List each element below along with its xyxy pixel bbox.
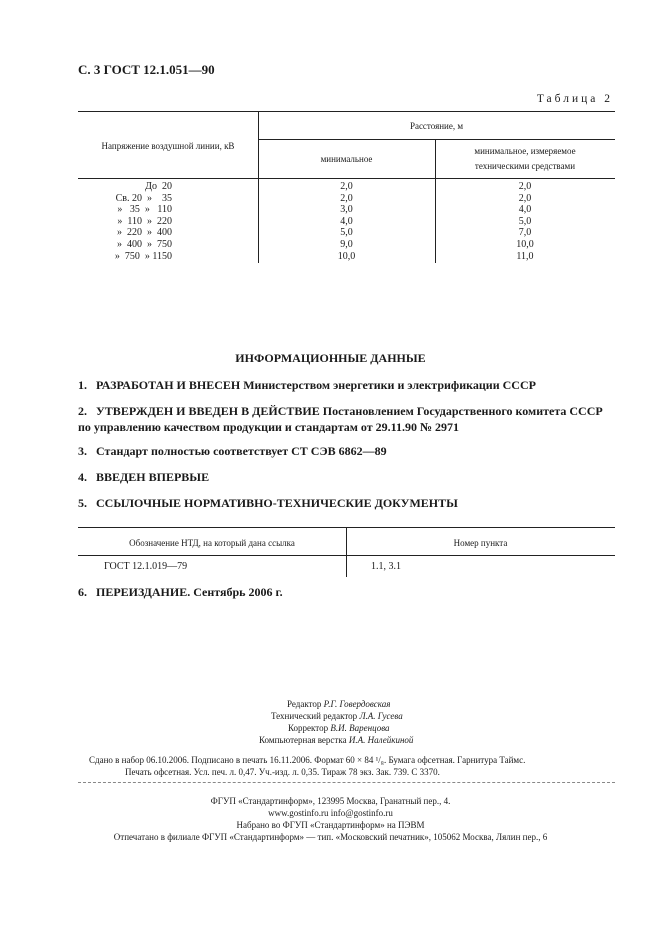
imprint-line-2: Печать офсетная. Усл. печ. л. 0,47. Уч.-изд. л. 0,35. Тираж 78 экз. Зак. 739. С 3370. xyxy=(125,767,440,777)
voltage-cell: До 20 xyxy=(145,181,172,192)
minimum-distance-cell: 2,0 xyxy=(340,192,353,204)
table-label: Таблица 2 xyxy=(536,93,613,105)
item-number: 6. xyxy=(78,585,87,599)
voltage-cell: » 400 » 750 xyxy=(117,239,172,250)
credit-corrector xyxy=(288,723,390,733)
voltage-cell: » 220 » 400 xyxy=(117,227,172,239)
minimum-column-header: минимальное xyxy=(320,154,373,164)
item-heading: РАЗРАБОТАН И ВНЕСЕН xyxy=(96,378,241,392)
table-group-rule xyxy=(258,139,615,140)
voltage-cell: » 110 » 220 xyxy=(117,215,172,227)
credit-name: И.А. Налейкиной xyxy=(348,735,414,745)
publisher-line-3: Набрано во ФГУП «Стандартинформ» на ПЭВМ xyxy=(236,820,425,830)
item-text: Министерством энергетики и электрификации СССР xyxy=(240,378,536,392)
item-number: 1. xyxy=(78,378,87,392)
measured-distance-cell: 2,0 xyxy=(518,192,532,204)
ref-clause-cell: 1.1, 3.1 xyxy=(371,561,401,572)
publisher-line-2: www.gostinfo.ru info@gostinfo.ru xyxy=(268,808,393,818)
item-number: 4. xyxy=(78,470,87,484)
minimum-distance-cell: 2,0 xyxy=(340,181,353,192)
measured-distance-cell: 5,0 xyxy=(518,215,532,227)
credit-layout xyxy=(259,735,413,745)
minimum-distance-cell: 3,0 xyxy=(340,204,353,216)
credit-editor xyxy=(287,699,390,709)
publisher-line-4: Отпечатано в филиале ФГУП «Стандартинформ» — тип. «Московский печатник», 105062 Москва, Лялин пер., 6 xyxy=(113,832,548,842)
item-number: 5. xyxy=(78,496,87,510)
credit-role: Компьютерная верстка xyxy=(259,735,347,745)
measured-distance-cell: 7,0 xyxy=(518,227,532,239)
measured-distance-cell: 2,0 xyxy=(518,181,532,192)
info-item-6 xyxy=(78,584,618,600)
info-item-2 xyxy=(78,403,618,435)
voltage-cell: » 750 » 1150 xyxy=(114,250,172,262)
item-heading: УТВЕРЖДЕН И ВВЕДЕН В ДЕЙСТВИЕ xyxy=(96,404,320,418)
minimum-distance-cell: 4,0 xyxy=(340,215,353,227)
table-top-rule xyxy=(78,111,615,112)
info-section-title: ИНФОРМАЦИОННЫЕ ДАННЫЕ xyxy=(235,351,426,365)
ref-divider xyxy=(346,527,347,577)
credit-role: Редактор xyxy=(287,699,322,709)
ref-clause-header: Номер пункта xyxy=(453,538,508,548)
ref-doc-header: Обозначение НТД, на который дана ссылка xyxy=(129,538,295,548)
voltage-cell: » 35 » 110 xyxy=(117,204,172,216)
imprint-divider xyxy=(78,782,615,783)
item-heading: ВВЕДЕН ВПЕРВЫЕ xyxy=(96,470,210,484)
page-header: С. 3 ГОСТ 12.1.051—90 xyxy=(78,62,215,77)
credit-name: Л.А. Гусева xyxy=(359,711,403,721)
publisher-line-1: ФГУП «Стандартинформ», 123995 Москва, Гранатный пер., 4. xyxy=(210,796,451,806)
measured-distance-cell: 10,0 xyxy=(516,239,534,250)
item-number: 2. xyxy=(78,404,87,418)
credit-role: Корректор xyxy=(288,723,329,733)
item-text: Сентябрь 2006 г. xyxy=(190,585,283,599)
credit-name: В.И. Варенцова xyxy=(330,723,390,733)
item-number: 3. xyxy=(78,444,87,458)
info-item-5 xyxy=(78,495,618,511)
voltage-cell: Св. 20 » 35 xyxy=(115,192,172,204)
credit-tech-editor xyxy=(271,711,403,721)
measured-column-header-line1: минимальное, измеряемое xyxy=(474,146,576,156)
info-item-1 xyxy=(78,377,618,393)
credit-name: Р.Г. Говердовская xyxy=(323,699,391,709)
imprint-line-1: Сдано в набор 06.10.2006. Подписано в печать 16.11.2006. Формат 60 × 84 ¹/₈. Бумага офсетная. Гарнитура Таймс. xyxy=(89,755,526,765)
distance-group-header: Расстояние, м xyxy=(409,121,464,131)
minimum-distance-cell: 9,0 xyxy=(340,239,353,250)
info-item-4 xyxy=(78,469,618,485)
item-text: Стандарт полностью соответствует СТ СЭВ 6862—89 xyxy=(96,444,387,458)
info-item-3 xyxy=(78,443,618,459)
credit-role: Технический редактор xyxy=(271,711,358,721)
table-header-rule xyxy=(78,178,615,179)
measured-distance-cell: 11,0 xyxy=(516,250,534,262)
minimum-distance-cell: 10,0 xyxy=(337,250,356,262)
minimum-distance-cell: 5,0 xyxy=(340,227,353,239)
voltage-column-header: Напряжение воздушной линии, кВ xyxy=(101,141,235,151)
item-heading: ССЫЛОЧНЫЕ НОРМАТИВНО-ТЕХНИЧЕСКИЕ ДОКУМЕНТЫ xyxy=(96,496,458,510)
item-heading: ПЕРЕИЗДАНИЕ. xyxy=(96,585,191,599)
measured-distance-cell: 4,0 xyxy=(518,204,532,216)
ref-doc-cell: ГОСТ 12.1.019—79 xyxy=(104,561,188,572)
measured-column-header-line2: техническими средствами xyxy=(474,161,576,171)
item-text: Постановлением Государственного комитета СССР по управлению качеством продукции и стандартам от 29.11.90 № 2971 xyxy=(78,404,603,434)
